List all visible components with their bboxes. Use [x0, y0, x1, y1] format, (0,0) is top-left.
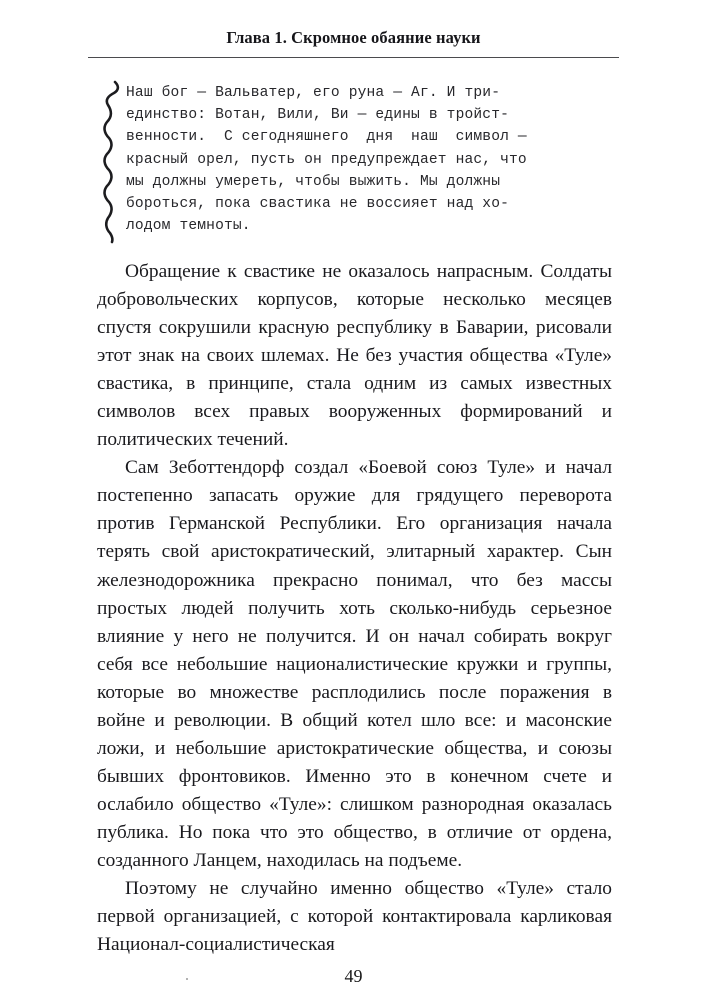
epigraph-line: венности. С сегодняшнего дня наш символ —: [126, 129, 527, 146]
paragraph: Поэтому не случайно именно общество «Туле» стало первой организацией, с которой контактировала карликовая Национал-социалистическая: [97, 878, 612, 956]
paragraph: Сам Зеботтендорф создал «Боевой союз Туле» и начал постепенно запасать оружие для грядущего переворота против Германской Республики. Его организация начала терять свой аристократический, элитарный характер. Сын железнодорожника прекрасно понимал, что без массы простых людей получить хоть сколько-нибудь серьезное влияние у него не получится. И он начал собирать вокруг себя все небольшие националистические кружки и группы, которые во множестве расплодились после поражения в войне и революции. В общий котел шло все: и масонские ложи, и небольшие аристократические общества, и союзы бывших фронтовиков. Именно это в конечном счете и ослабило общество «Туле»: слишком разнородная оказалась публика. Но пока что это общество, в отличие от ордена, созданного Ланцем, находилась на подъеме.: [97, 457, 612, 871]
epigraph-line: единство: Вотан, Вили, Ви — едины в тройст-: [126, 107, 510, 124]
epigraph-line: Наш бог — Вальватер, его руна — Аг. И три-: [126, 85, 501, 101]
wavy-margin-mark-icon: [99, 80, 125, 244]
body-text: [97, 258, 612, 959]
paragraph: Обращение к свастике не оказалось напрасным. Солдаты добровольческих корпусов, которые несколько месяцев спустя сокрушили красную республику в Баварии, рисовали этот знак на своих шлемах. Не без участия общества «Туле» свастика, в принципе, стала одним из самых известных символов всех правых вооруженных формирований и политических течений.: [97, 261, 612, 451]
page-number: 49: [344, 966, 363, 986]
epigraph-quote: [126, 82, 613, 237]
epigraph-line: лодом темноты.: [126, 218, 251, 235]
header-rule: [88, 57, 619, 58]
epigraph-line: мы должны умереть, чтобы выжить. Мы должны: [126, 173, 501, 190]
epigraph-line: красный орел, пусть он предупреждает нас, что: [126, 151, 527, 168]
running-head: Глава 1. Скромное обаяние науки: [226, 28, 481, 47]
epigraph-line: бороться, пока свастика не воссияет над хо-: [126, 196, 510, 213]
